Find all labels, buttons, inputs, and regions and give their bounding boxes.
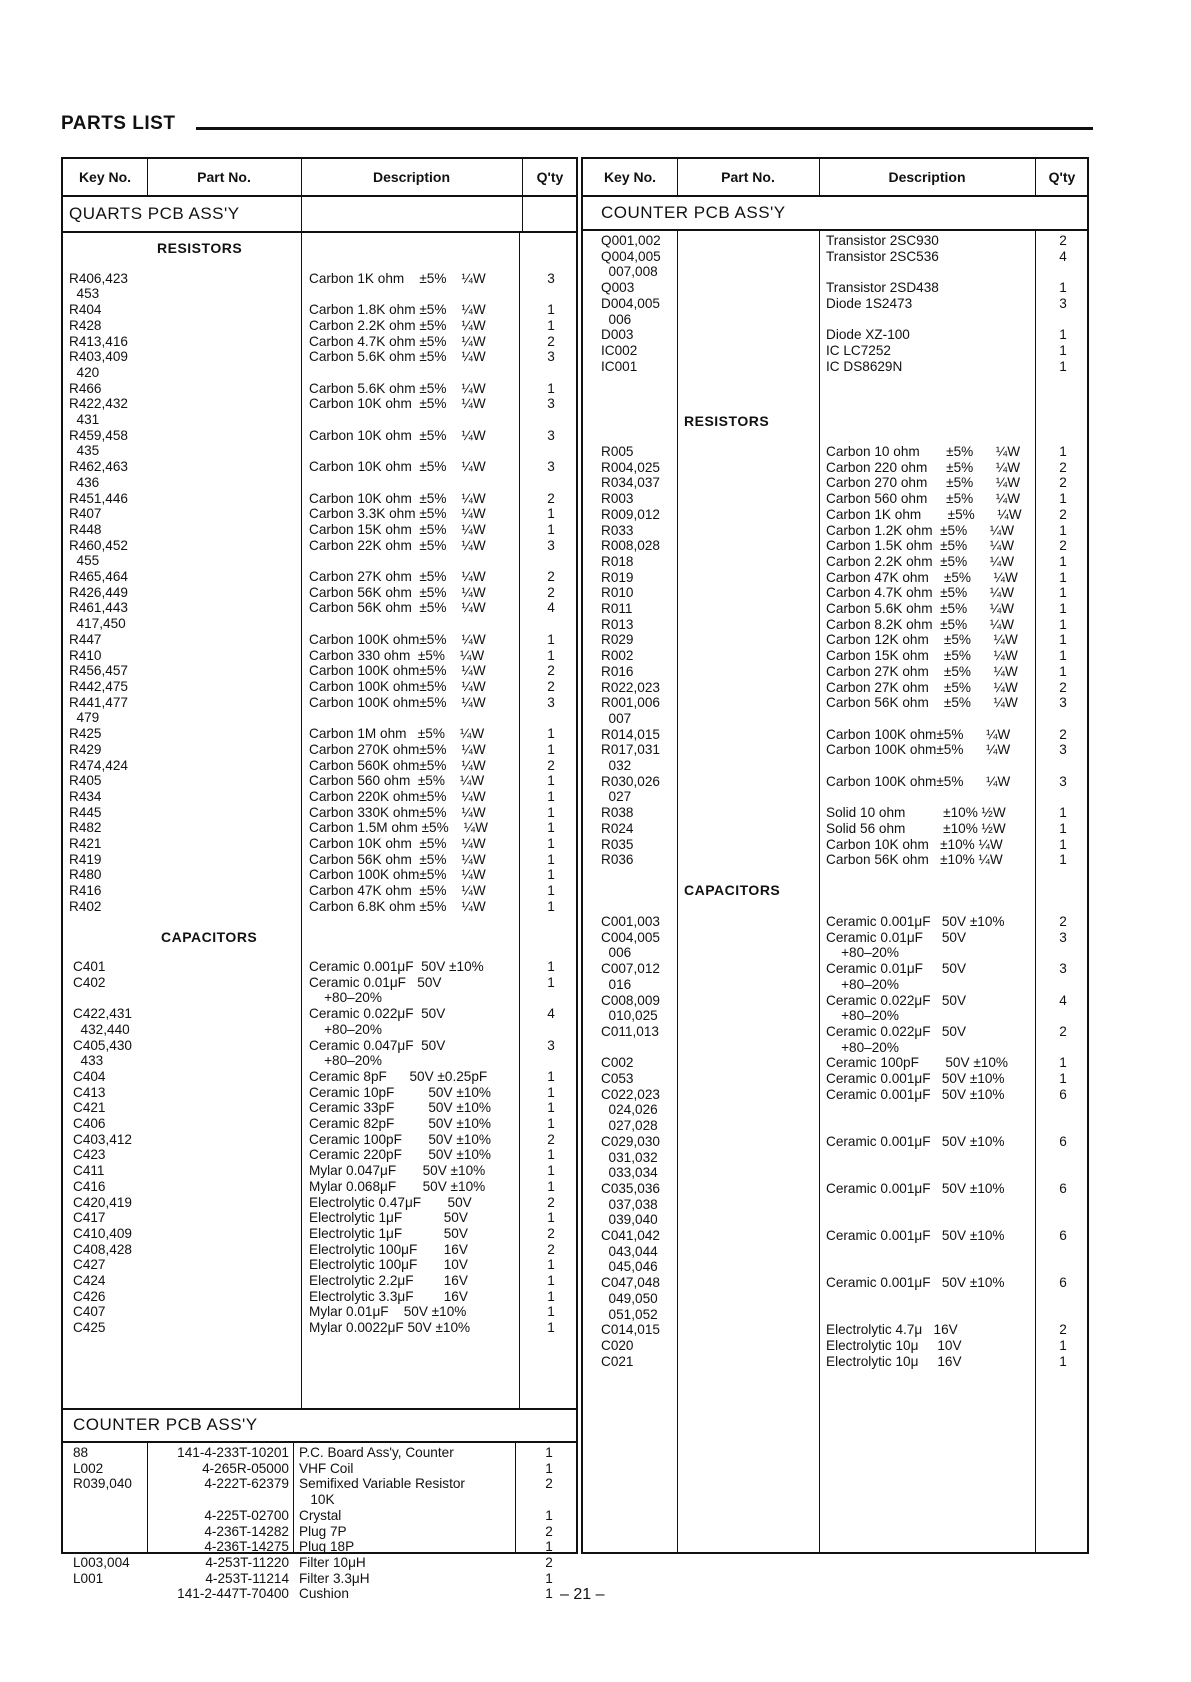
counter-qty-left: 1 1 2 1 2 1 2 1 1 — [545, 1445, 553, 1602]
counter-resistor-qty: 1 2 2 1 2 1 2 1 1 1 1 1 1 1 1 2 3 2 3 3 1 1 1 1 — [1059, 444, 1067, 868]
section-quarts-pcb: QUARTS PCB ASS'Y — [69, 204, 240, 223]
col-part-no: Part No. — [197, 169, 251, 185]
counter-resistor-keys: R005 R004,025 R034,037 R003 R009,012 R033 R008,028 R018 R019 R010 R011 R013 R029 R002 R016 R022,023 R001,006 007 R014,015 R017,031 032 R030,026 027 R038 R024 R035 R036 — [601, 444, 660, 868]
col-qty: Q'ty — [1048, 169, 1076, 185]
counter-part-numbers: 141-4-233T-10201 4-265R-05000 4-222T-62379 4-225T-02700 4-236T-14282 4-236T-14275 4-253T-11220 4-253T-11214 141-2-447T-70400 — [177, 1445, 289, 1602]
counter-resistor-descriptions: Carbon 10 ohm ±5% ¼W Carbon 220 ohm ±5% ¼W Carbon 270 ohm ±5% ¼W Carbon 560 ohm ±5% ¼W Carbon 1K ohm ±5% ¼W Carbon 1.2K ohm ±5% ¼W Carbon 1.5K ohm ±5% ¼W Carbon 2.2K ohm ±5% ¼W Carbon 47K ohm ±5% ¼W Carbon 4.7K ohm ±5% ¼W Carbon 5.6K ohm ±5% ¼W Carbon 8.2K ohm ±5% ¼W Carbon 12K ohm ±5% ¼W Carbon 15K ohm ±5% ¼W Carbon 27K ohm ±5% ¼W Carbon 27K ohm ±5% ¼W Carbon 56K ohm ±5% ¼W Carbon 100K ohm±5% ¼W Carbon 100K ohm±5% ¼W Carbon 100K ohm±5% ¼W Solid 10 ohm ±10% ½W Solid 56 ohm ±10% ½W Carbon 10K ohm ±10% ¼W Carbon 56K ohm ±10% ¼W — [826, 444, 1022, 868]
left-parts-table — [61, 157, 578, 1602]
semiconductor-descriptions: Transistor 2SC930 Transistor 2SC536 Transistor 2SD438 Diode 1S2473 Diode XZ-100 IC LC7252 IC DS8629N — [826, 233, 939, 374]
quarts-capacitor-keys: C401 C402 C422,431 432,440 C405,430 433 C404 C413 C421 C406 C403,412 C423 C411 C416 C420,419 C417 C410,409 C408,428 C427 C424 C426 C407 C425 — [73, 959, 132, 1336]
title-rule — [196, 127, 1093, 130]
counter-descriptions-left: P.C. Board Ass'y, Counter VHF Coil Semifixed Variable Resistor 10K Crystal Plug 7P Plug 18P Filter 10μH Filter 3.3μH Cushion — [299, 1445, 465, 1602]
page-title: PARTS LIST — [61, 113, 176, 134]
right-parts-table — [581, 157, 1089, 1554]
semiconductor-keys: Q001,002 Q004,005 007,008 Q003 D004,005 006 D003 IC002 IC001 — [601, 233, 661, 374]
semiconductor-qty: 2 4 1 3 1 1 1 — [1059, 233, 1067, 374]
resistors-heading-right: RESISTORS — [684, 413, 770, 429]
col-key-no: Key No. — [78, 169, 132, 185]
section-counter-pcb-left: COUNTER PCB ASS'Y — [73, 1415, 258, 1434]
quarts-resistor-qty: 3 1 1 2 3 1 3 3 3 2 1 1 3 2 2 4 1 1 2 2 3 1 1 2 1 1 1 1 1 1 1 1 1 — [547, 270, 555, 914]
quarts-resistor-keys: R406,423 453 R404 R428 R413,416 R403,409 420 R466 R422,432 431 R459,458 435 R462,463 436 R451,446 R407 R448 R460,452 455 R465,464 R426,449 R461,443 417,450 R447 R410 R456,457 R442,475 R441,477 479 R425 R429 R474,424 R405 R434 R445 R482 R421 R419 R480 R416 R402 — [69, 270, 128, 914]
left-table-header — [63, 159, 576, 197]
section-counter-pcb-right: COUNTER PCB ASS'Y — [601, 203, 786, 222]
counter-capacitor-keys: C001,003 C004,005 006 C007,012 016 C008,009 010,025 C011,013 C002 C053 C022,023 024,026 027,028 C029,030 031,032 033,034 C035,036 037,038 039,040 C041,042 043,044 045,046 C047,048 049,050 051,052 C014,015 C020 C021 — [601, 914, 660, 1369]
capacitors-heading-right: CAPACITORS — [684, 882, 781, 898]
right-table-header — [583, 159, 1087, 197]
quarts-capacitor-qty: 1 1 4 3 1 1 1 1 2 1 1 1 2 1 2 2 1 1 1 1 1 — [547, 959, 555, 1336]
counter-capacitor-descriptions: Ceramic 0.001μF 50V ±10% Ceramic 0.01μF 50V +80–20% Ceramic 0.01μF 50V +80–20% Ceramic 0.022μF 50V +80–20% Ceramic 0.022μF 50V +80–20% Ceramic 100pF 50V ±10% Ceramic 0.001μF 50V ±10% Ceramic 0.001μF 50V ±10% Ceramic 0.001μF 50V ±10% Ceramic 0.001μF 50V ±10% Ceramic 0.001μF 50V ±10% Ceramic 0.001μF 50V ±10% Electrolytic 4.7μ 16V Electrolytic 10μ 10V Electrolytic 10μ 16V — [826, 914, 1008, 1369]
counter-capacitor-qty: 2 3 3 4 2 1 1 6 6 6 6 6 2 1 1 — [1059, 914, 1067, 1369]
col-part-no: Part No. — [721, 169, 775, 185]
counter-keys-left: 88 L002 R039,040 L003,004 L001 — [73, 1445, 132, 1586]
col-description: Description — [888, 169, 966, 185]
page-number: – 21 – — [560, 1586, 605, 1603]
quarts-resistor-descriptions: Carbon 1K ohm ±5% ¼W Carbon 1.8K ohm ±5% ¼W Carbon 2.2K ohm ±5% ¼W Carbon 4.7K ohm ±5% ¼W Carbon 5.6K ohm ±5% ¼W Carbon 5.6K ohm ±5% ¼W Carbon 10K ohm ±5% ¼W Carbon 10K ohm ±5% ¼W Carbon 10K ohm ±5% ¼W Carbon 10K ohm ±5% ¼W Carbon 3.3K ohm ±5% ¼W Carbon 15K ohm ±5% ¼W Carbon 22K ohm ±5% ¼W Carbon 27K ohm ±5% ¼W Carbon 56K ohm ±5% ¼W Carbon 56K ohm ±5% ¼W Carbon 100K ohm±5% ¼W Carbon 330 ohm ±5% ¼W Carbon 100K ohm±5% ¼W Carbon 100K ohm±5% ¼W Carbon 100K ohm±5% ¼W Carbon 1M ohm ±5% ¼W Carbon 270K ohm±5% ¼W Carbon 560K ohm±5% ¼W Carbon 560 ohm ±5% ¼W Carbon 220K ohm±5% ¼W Carbon 330K ohm±5% ¼W Carbon 1.5M ohm ±5% ¼W Carbon 10K ohm ±5% ¼W Carbon 56K ohm ±5% ¼W Carbon 100K ohm±5% ¼W Carbon 47K ohm ±5% ¼W Carbon 6.8K ohm ±5% ¼W — [309, 270, 488, 914]
capacitors-heading: CAPACITORS — [161, 929, 258, 945]
col-qty: Q'ty — [536, 169, 564, 185]
quarts-capacitor-descriptions: Ceramic 0.001μF 50V ±10% Ceramic 0.01μF 50V +80–20% Ceramic 0.022μF 50V +80–20% Ceramic 0.047μF 50V +80–20% Ceramic 8pF 50V ±0.25pF Ceramic 10pF 50V ±10% Ceramic 33pF 50V ±10% Ceramic 82pF 50V ±10% Ceramic 100pF 50V ±10% Ceramic 220pF 50V ±10% Mylar 0.047μF 50V ±10% Mylar 0.068μF 50V ±10% Electrolytic 0.47μF 50V Electrolytic 1μF 50V Electrolytic 1μF 50V Electrolytic 100μF 16V Electrolytic 100μF 10V Electrolytic 2.2μF 16V Electrolytic 3.3μF 16V Mylar 0.01μF 50V ±10% Mylar 0.0022μF 50V ±10% — [309, 959, 491, 1336]
resistors-heading: RESISTORS — [157, 240, 243, 256]
col-description: Description — [372, 169, 450, 185]
col-key-no: Key No. — [603, 169, 657, 185]
